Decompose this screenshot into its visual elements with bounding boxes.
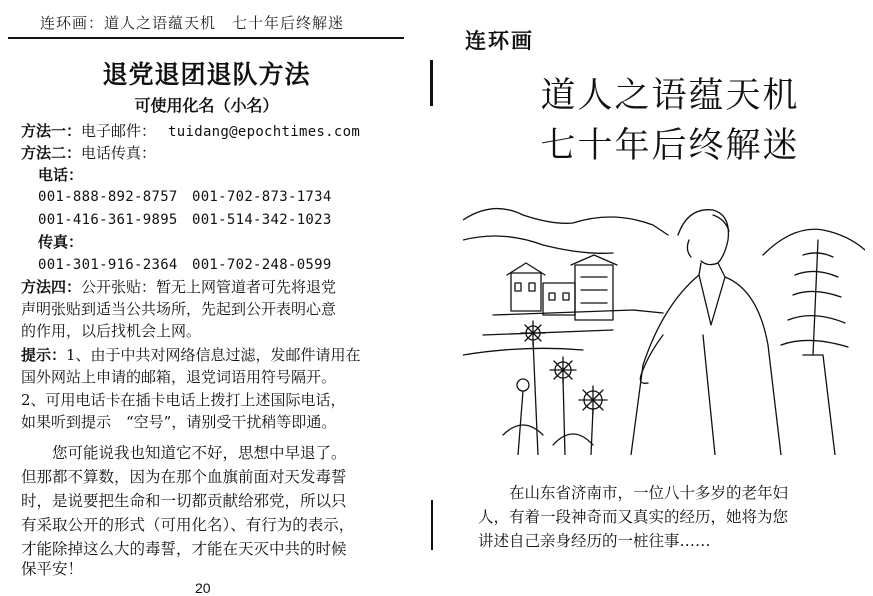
method-one [21,120,360,141]
paragraph-line-1: 您可能说我也知道它不好，思想中早退了。 [21,444,347,462]
method-one-text: 电子邮件： [81,122,157,140]
method-one-label: 方法一： [21,122,82,140]
comic-title-line-2: 七十年后终解迷 [540,126,800,166]
method-four-text: 公开张贴：暂无上网管道者可先将退党 [81,278,337,296]
paragraph-line-2: 但那都不算数，因为在那个血旗前面对天发毒誓 [21,468,347,486]
page-header: 连环画：道人之语蕴天机 七十年后终解迷 [40,14,345,32]
page-subtitle: 可使用化名（小名） [134,96,279,115]
fax-label: 传真： [38,233,84,251]
method-four-line-2: 声明张贴到适当公共场所，先起到公开表明心意 [21,300,337,318]
series-label: 连环画 [465,28,534,53]
tips-line-4: 如果听到提示 “空号”，请别受干扰稍等即通。 [21,413,337,431]
paragraph-line-5: 才能除掉这么大的毒誓，才能在天灭中共的时候 [21,540,347,558]
method-four-line-3: 的作用，以后找机会上网。 [21,322,202,340]
mountain-ridge [463,209,668,235]
phone-numbers-row-1: 001-888-892-8757 001-702-873-1734 [38,189,332,205]
method-four-label: 方法四： [21,278,82,296]
pine-tree [781,240,848,455]
fax-numbers: 001-301-916-2364 001-702-248-0599 [38,257,332,273]
tips-line-2: 国外网站上申请的邮箱，退党词语用符号隔开。 [21,368,337,386]
paragraph-line-4: 有采取公开的形式（可用化名）、有行为的表示， [21,516,355,534]
method-two-text: 电话传真： [81,144,157,162]
flowers [503,321,607,455]
email-address[interactable]: tuidang@epochtimes.com [168,124,361,140]
header-divider [8,37,404,39]
caption-accent-bar [431,500,433,550]
method-two-label: 方法二： [21,144,82,162]
phone-numbers-row-2: 001-416-361-9895 001-514-342-1023 [38,212,332,228]
paragraph-line-6: 保平安！ [21,560,84,578]
mountain-ridge-right [763,229,865,255]
method-two [21,142,156,163]
tips-text: 1、由于中共对网络信息过滤，发邮件请用在 [66,346,361,364]
comic-title-line-1: 道人之语蕴天机 [540,76,800,116]
tips-line-3: 2、可用电话卡在插卡电话上拨打上述国际电话， [21,391,346,409]
page-title: 退党退团退队方法 [102,60,311,89]
town-buildings [507,255,617,320]
old-man-figure [631,210,781,455]
paragraph-line-3: 时，是说要把生命和一切都贡献给邪党，所以只 [21,492,347,510]
caption-line-1: 在山东省济南市，一位八十多岁的老年妇 [478,484,789,502]
comic-illustration [463,195,865,455]
method-four-line-1 [21,276,336,297]
tips-line-1 [21,344,361,365]
caption-line-3: 讲述自己亲身经历的一桩往事…… [478,532,711,550]
caption-line-2: 人，有着一段神奇而又真实的经历，她将为您 [478,508,789,526]
page-number: 20 [195,580,211,596]
phone-label: 电话： [38,166,84,184]
title-accent-bar [430,60,433,106]
tips-label: 提示： [21,346,67,364]
